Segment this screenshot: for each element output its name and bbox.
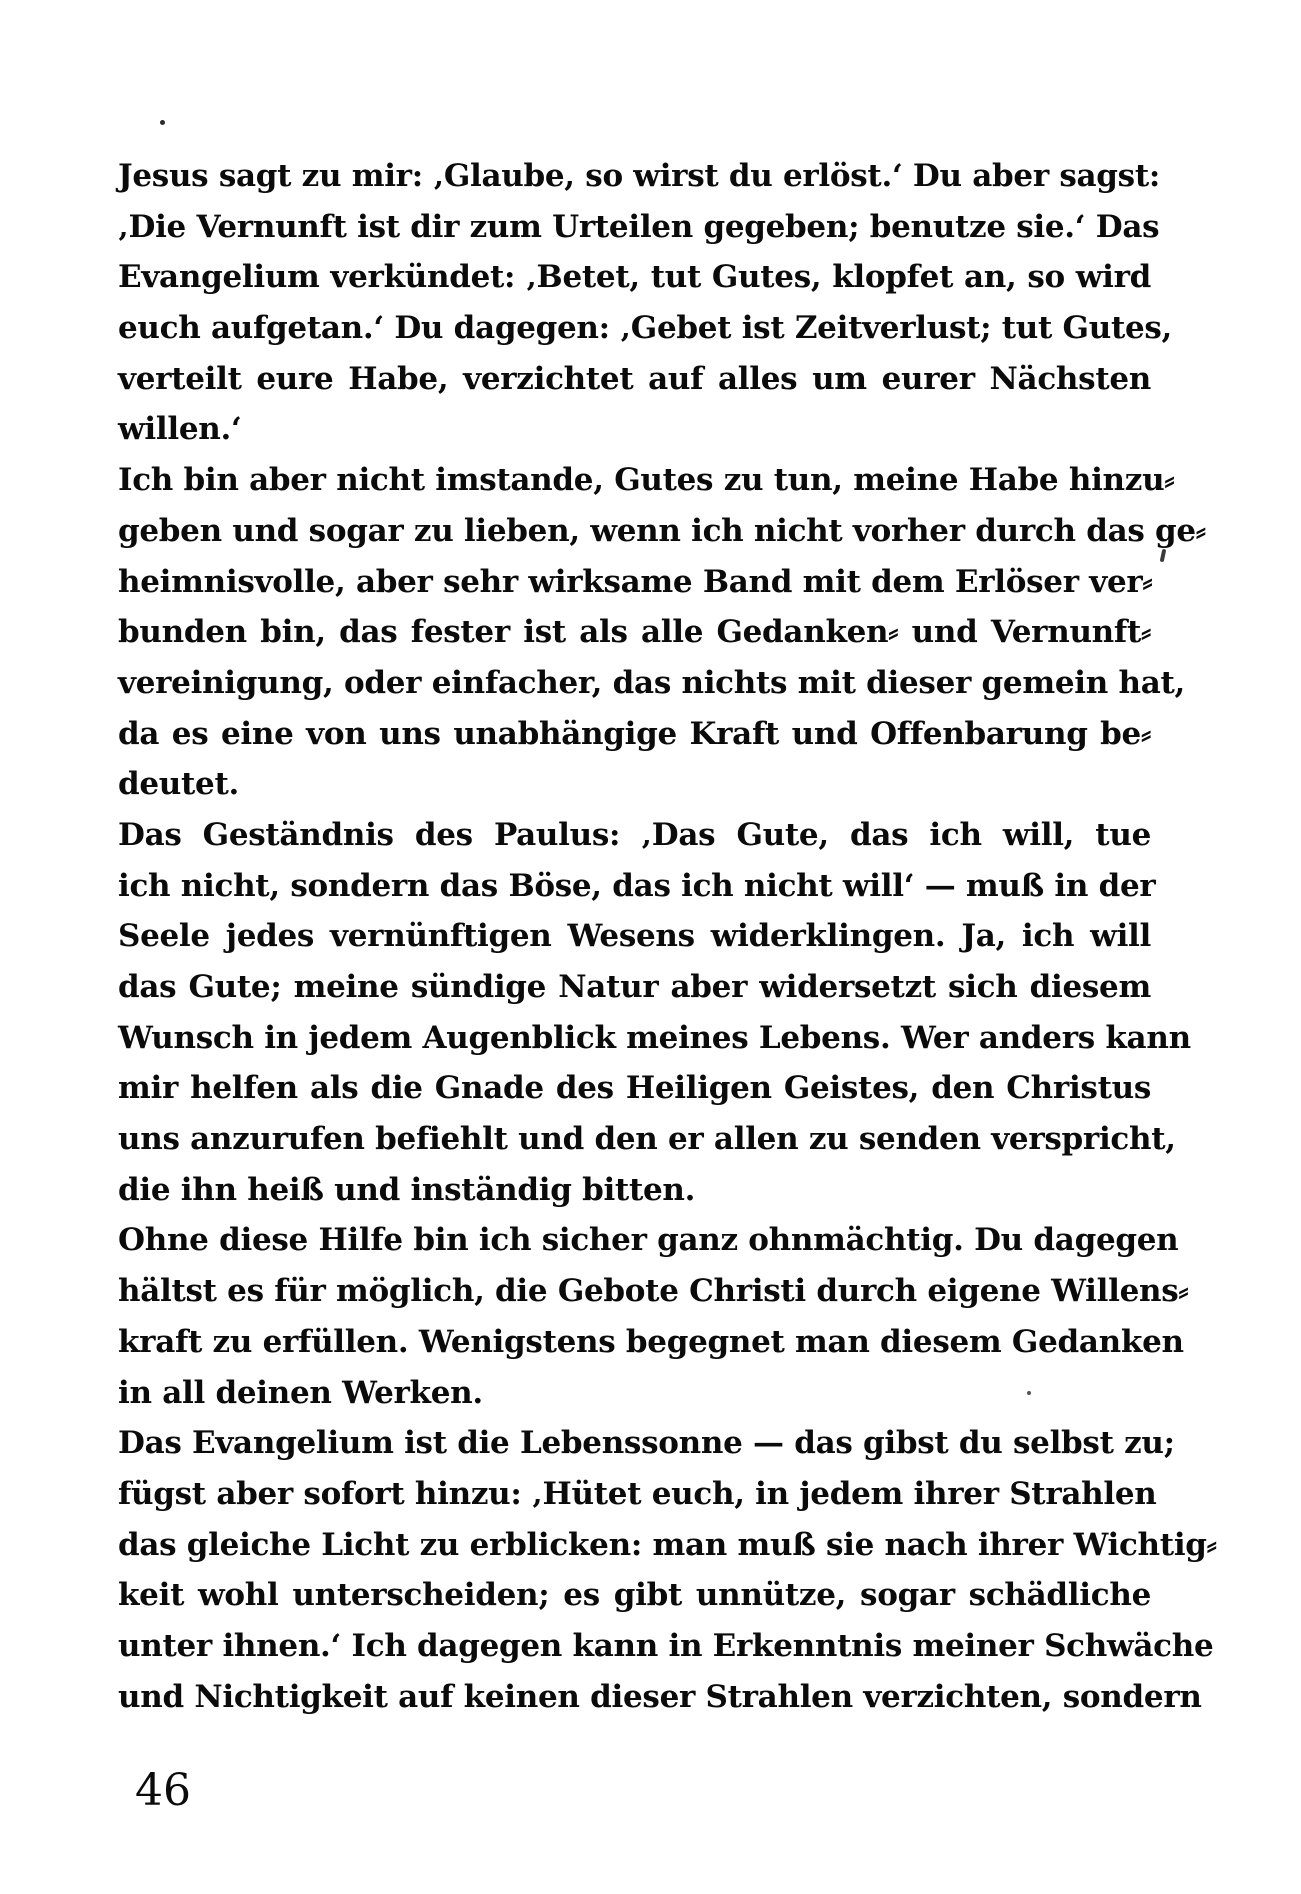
scan-speck xyxy=(1160,549,1167,563)
text-line: bunden bin, das fester ist als alle Gedanken⸗ und Vernunft⸗ xyxy=(118,614,1151,651)
text-block xyxy=(118,151,1217,1722)
paragraph xyxy=(118,151,1173,455)
text-line: und Nichtigkeit auf keinen dieser Strahlen verzichten, sondern xyxy=(118,1678,1202,1715)
paragraph xyxy=(118,1215,1189,1418)
text-line: deutet. xyxy=(118,766,239,803)
text-line: in all deinen Werken. xyxy=(118,1374,483,1411)
text-line: euch aufgetan.‘ Du dagegen: ‚Gebet ist Zeitverlust; tut Gutes, xyxy=(118,310,1173,347)
text-line: geben und sogar zu lieben, wenn ich nicht vorher durch das ge⸗ xyxy=(118,512,1206,549)
text-line: heimnisvolle, aber sehr wirksame Band mit dem Erlöser ver⸗ xyxy=(118,563,1153,600)
paragraph xyxy=(118,1418,1217,1722)
text-line: uns anzurufen befiehlt und den er allen zu senden verspricht, xyxy=(118,1121,1176,1158)
text-line: keit wohl unterscheiden; es gibt unnütze, sogar schädliche xyxy=(118,1577,1151,1614)
text-line: die ihn heiß und inständig bitten. xyxy=(118,1171,696,1208)
text-line: das Gute; meine sündige Natur aber widersetzt sich diesem xyxy=(118,969,1151,1005)
text-line: da es eine von uns unabhängige Kraft und Offenbarung be⸗ xyxy=(118,715,1151,752)
text-line: Das Evangelium ist die Lebenssonne — das gibst du selbst zu; xyxy=(118,1425,1175,1462)
text-line: kraft zu erfüllen. Wenigstens begegnet man diesem Gedanken xyxy=(118,1323,1184,1360)
text-line: ich nicht, sondern das Böse, das ich nicht will‘ — muß in der xyxy=(118,867,1156,904)
text-line: mir helfen als die Gnade des Heiligen Geistes, den Christus xyxy=(118,1070,1151,1107)
text-line: unter ihnen.‘ Ich dagegen kann in Erkenntnis meiner Schwäche xyxy=(118,1627,1214,1664)
text-line: das gleiche Licht zu erblicken: man muß sie nach ihrer Wichtig⸗ xyxy=(118,1526,1217,1563)
text-line: Evangelium verkündet: ‚Betet, tut Gutes, klopfet an, so wird xyxy=(118,259,1151,296)
text-line: willen.‘ xyxy=(118,411,242,448)
scan-speck xyxy=(160,120,165,125)
text-line: Ohne diese Hilfe bin ich sicher ganz ohnmächtig. Du dagegen xyxy=(118,1222,1179,1259)
text-line: Ich bin aber nicht imstande, Gutes zu tun, meine Habe hinzu⸗ xyxy=(118,462,1175,499)
text-line: verteilt eure Habe, verzichtet auf alles um eurer Nächsten xyxy=(118,360,1151,397)
text-line: Jesus sagt zu mir: ‚Glaube, so wirst du erlöst.‘ Du aber sagst: xyxy=(118,158,1160,194)
scan-speck xyxy=(1027,1391,1031,1395)
text-line: vereinigung, oder einfacher, das nichts mit dieser gemein hat, xyxy=(118,664,1185,701)
paragraph xyxy=(118,810,1191,1216)
text-line: fügst aber sofort hinzu: ‚Hütet euch, in jedem ihrer Strahlen xyxy=(118,1475,1157,1512)
text-line: Seele jedes vernünftigen Wesens widerklingen. Ja, ich will xyxy=(118,918,1151,955)
paragraph xyxy=(118,455,1206,810)
text-line: hältst es für möglich, die Gebote Christi durch eigene Willens⸗ xyxy=(118,1273,1189,1310)
page-number: 46 xyxy=(135,1765,191,1816)
text-line: ‚Die Vernunft ist dir zum Urteilen gegeben; benutze sie.‘ Das xyxy=(118,208,1160,245)
text-line: Das Geständnis des Paulus: ‚Das Gute, das ich will, tue xyxy=(118,816,1151,853)
text-line: Wunsch in jedem Augenblick meines Lebens. Wer anders kann xyxy=(118,1019,1191,1056)
